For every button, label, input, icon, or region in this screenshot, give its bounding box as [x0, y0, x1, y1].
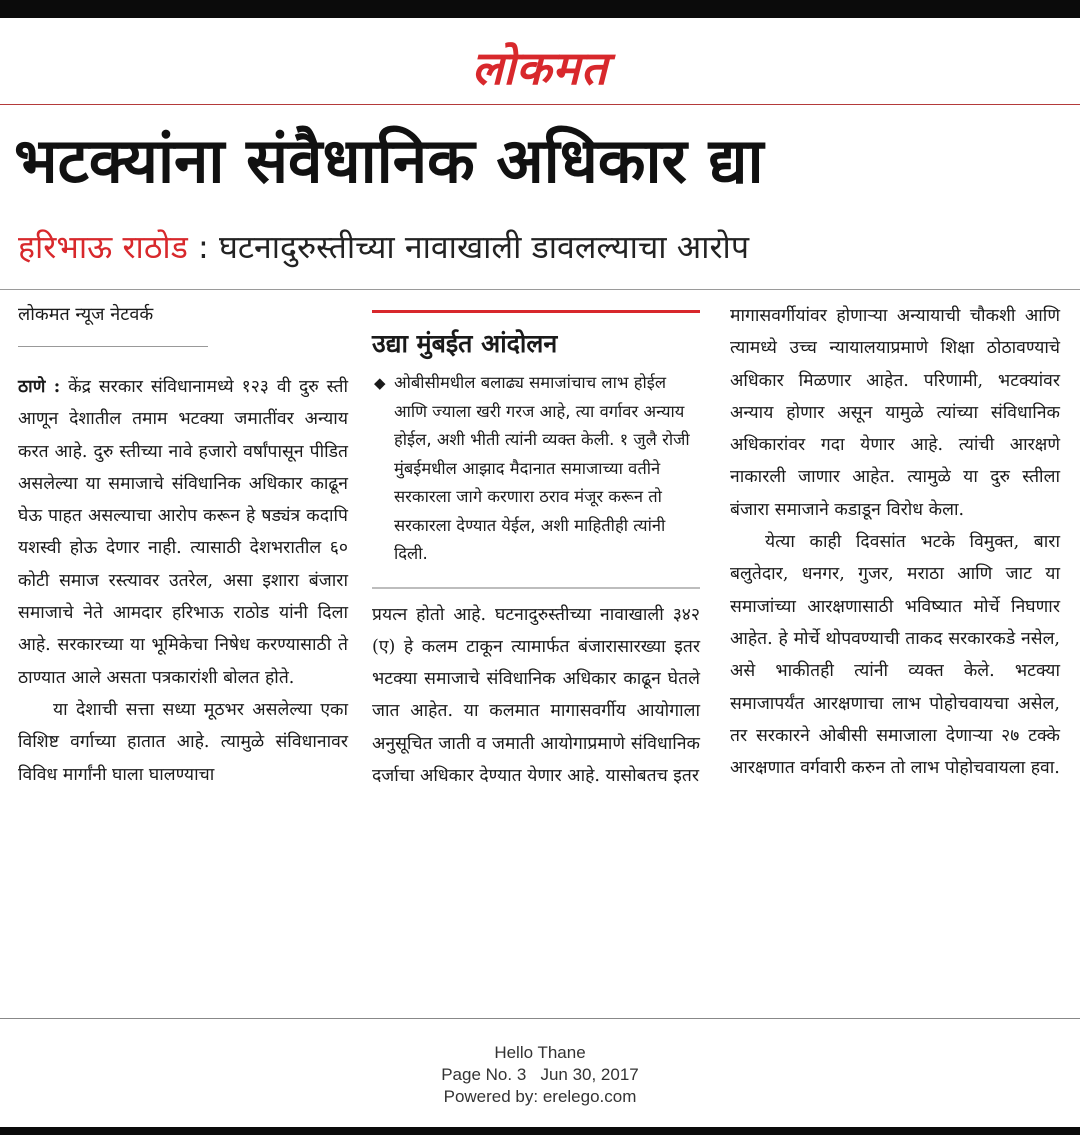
headline-divider: [0, 289, 1080, 290]
sidebar-title: उद्या मुंबईत आंदोलन: [372, 329, 558, 358]
sidebar-body: [372, 369, 700, 569]
newspaper-logo: लोकमत: [471, 41, 609, 95]
subhead-name: हरिभाऊ राठोड: [18, 228, 188, 266]
bottom-border: [0, 1127, 1080, 1135]
article-column-3: [730, 300, 1060, 784]
page-date: Page No. 3 Jun 30, 2017: [441, 1065, 639, 1084]
article-paragraph: येत्या काही दिवसांत भटके विमुक्त, बारा बलुतेदार, धनगर, गुजर, मराठा आणि जाट या समाजांच्या आरक्षणासाठी भविष्यात मोर्चे निघणार आहेत. हे मोर्चे थोपवण्याची ताकद सरकारकडे नसेल, असे भाकीतही त्यांनी व्यक्त केले. भटक्या समाजापर्यंत आरक्षणाचा लाभ पोहोचवायचा असेल, तर सरकारने ओबीसी समाजाला देणाऱ्या २७ टक्के आरक्षणात वर्गवारी करुन तो लाभ पोहोचवायला हवा.: [730, 532, 1060, 779]
powered-by: Powered by: erelego.com: [443, 1087, 637, 1106]
byline-divider: [18, 346, 208, 347]
sidebar-top-rule: [372, 310, 700, 313]
diamond-bullet-icon: ◆: [374, 374, 386, 392]
page-footer: [0, 1042, 1080, 1108]
article-column-1: [18, 300, 348, 791]
article-paragraph: [18, 371, 348, 694]
subheadline: [18, 222, 1078, 272]
headline: भटक्यांना संवैधानिक अधिकार द्या: [14, 124, 764, 197]
footer-divider: [0, 1018, 1080, 1019]
masthead-divider: [0, 104, 1080, 105]
article-paragraph: या देशाची सत्ता सध्या मूठभर असलेल्या एका विशिष्ट वर्गाच्या हातात आहे. त्यामुळे संविधानावर विविध मार्गांनी घाला घालण्याचा: [18, 699, 348, 785]
article-paragraph: प्रयत्न होतो आहे. घटनादुरुस्तीच्या नावाखाली ३४२ (ए) हे कलम टाकून त्यामार्फत बंजारासारख्या इतर भटक्या समाजाचे संविधानिक अधिकार काढून घेतले जात आहेत. या कलमात मागासवर्गीय आयोगाला अनुसूचित जाती व जमाती आयोगाप्रमाणे संविधानिक दर्जाचा अधिकार देण्यात येणार आहे. यासोबतच इतर: [372, 604, 700, 786]
article-paragraph: मागासवर्गीयांवर होणाऱ्या अन्यायाची चौकशी आणि त्यामध्ये उच्च न्यायालयाप्रमाणे शिक्षा ठोठावण्याचे अधिकार मिळणार आहेत. परिणामी, भटक्यांवर अन्याय होणार असून यामुळे त्यांच्या संविधानिक अधिकारांवर गदा येणार आहे. त्यांची आरक्षणे नाकारली जाणार आहेत. त्यामुळे या दुरु स्तीला बंजारा समाजाने कडाडून विरोध केला.: [730, 306, 1060, 520]
sidebar-bottom-rule: [372, 587, 700, 589]
edition-name: Hello Thane: [494, 1043, 586, 1062]
byline: लोकमत न्यूज नेटवर्क: [18, 304, 154, 325]
dateline: ठाणे :: [18, 377, 61, 397]
sidebar-text: ओबीसीमधील बलाढ्य समाजांचाच लाभ होईल आणि ज्याला खरी गरज आहे, त्या वर्गावर अन्याय होईल, अशी भीती त्यांनी व्यक्त केली. १ जुलै रोजी मुंबईमधील आझाद मैदानात समाजाच्या वतीने सरकारला जागे करणारा ठराव मंजूर करून तो सरकारला देण्यात येईल, अशी माहितीही त्यांनी दिली.: [394, 373, 690, 563]
subhead-text: घटनादुरुस्तीच्या नावाखाली डावलल्याचा आरोप: [218, 228, 749, 266]
article-column-2: [372, 300, 700, 792]
subhead-separator: :: [187, 228, 219, 266]
paragraph-text: केंद्र सरकार संविधानामध्ये १२३ वी दुरु स्ती आणून देशातील तमाम भटक्या जमातींवर अन्याय करत आहे. दुरु स्तीच्या नावे हजारो वर्षांपासून पीडित असलेल्या या समाजाचे संविधानिक अधिकार काढून घेऊ पाहत असल्याचा आरोप करून हे षड्यंत्र कदापि यशस्वी होऊ देणार नाही. त्यासाठी देशभरातील ६० कोटी समाज रस्त्यावर उतरेल, असा इशारा बंजारा समाजाचे नेते आमदार हरिभाऊ राठोड यांनी दिला आहे. सरकारच्या या भूमिकेचा निषेध करण्यासाठी ते ठाण्यात आले असता पत्रकारांशी बोलत होते.: [18, 377, 348, 688]
top-border: [0, 0, 1080, 18]
